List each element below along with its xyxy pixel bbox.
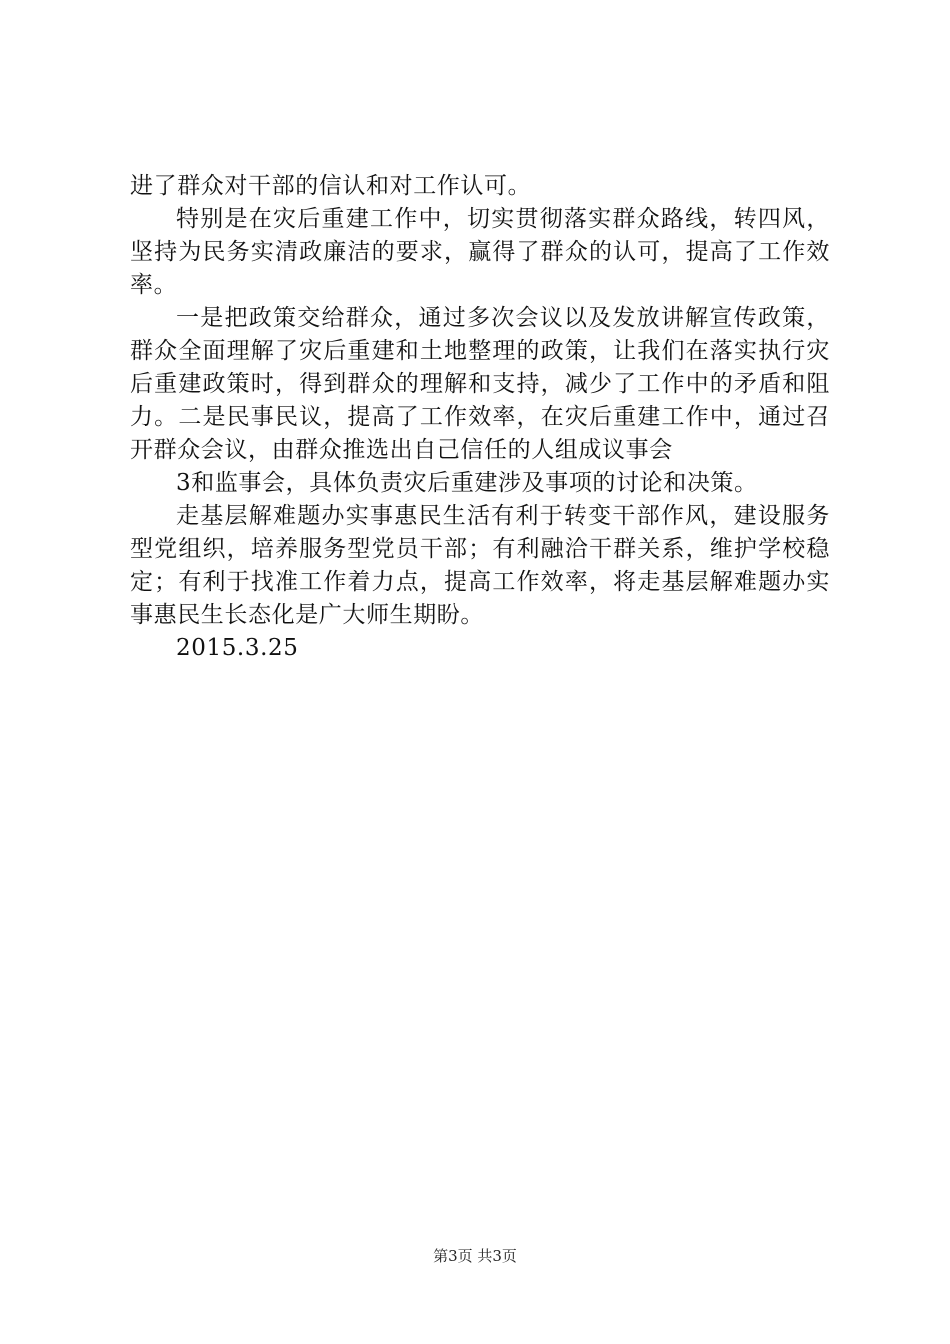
document-date: 2015.3.25: [176, 635, 299, 661]
paragraph-disaster-reconstruction: 特别是在灾后重建工作中，切实贯彻落实群众路线，转四风，坚持为民务实清政廉洁的要求，赢得了群众的认可，提高了工作效率。: [130, 206, 830, 298]
page-number-footer: 第3页 共3页: [433, 1247, 517, 1265]
paragraph-grassroots-work: 走基层解难题办实事惠民生活有利于转变干部作风，建设服务型党组织，培养服务型党员干部；有利融洽干群关系，维护学校稳定；有利于找准工作着力点，提高工作效率，将走基层解难题办实事惠民生长态化是广大师生期盼。: [130, 503, 830, 628]
paragraph-supervisory-board: 3和监事会，具体负责灾后重建涉及事项的讨论和决策。: [176, 470, 758, 496]
paragraph-continuation: 进了群众对干部的信认和对工作认可。: [130, 173, 532, 199]
paragraph-policy-to-masses: 一是把政策交给群众，通过多次会议以及发放讲解宣传政策，群众全面理解了灾后重建和土地整理的政策，让我们在落实执行灾后重建政策时，得到群众的理解和支持，减少了工作中的矛盾和阻力。二是民事民议，提高了工作效率，在灾后重建工作中，通过召开群众会议，由群众推选出自己信任的人组成议事会: [130, 305, 830, 463]
document-body: [130, 170, 830, 665]
